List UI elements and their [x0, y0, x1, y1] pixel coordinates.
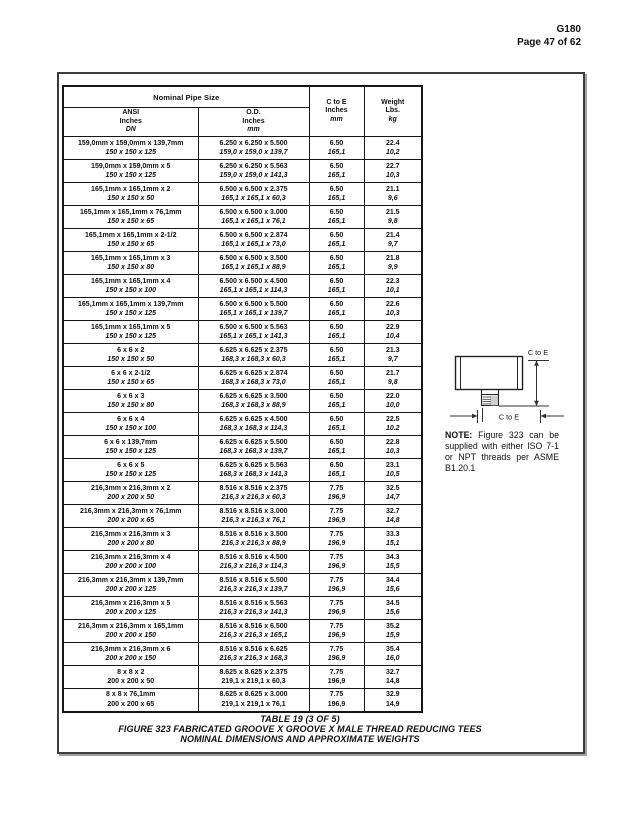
weight-cell: 21.8 9,9	[364, 252, 422, 275]
caption-subtitle: NOMINAL DIMENSIONS AND APPROXIMATE WEIGHTS	[180, 733, 420, 744]
weight-cell: 32.7 14,8	[364, 666, 422, 689]
weight-cell: 35.2 15,9	[364, 620, 422, 643]
note-prefix: NOTE:	[445, 430, 473, 440]
weight-cell: 22.7 10,3	[364, 160, 422, 183]
table-row	[63, 183, 422, 206]
ansi-size-cell: 8 x 8 x 2 200 x 200 x 50	[63, 666, 198, 689]
cte-cell: 7.75 196,9	[309, 505, 364, 528]
od-cell: 6.625 x 6.625 x 2.874 168,3 x 168,3 x 73,0	[198, 367, 309, 390]
column-header-weight: Weight Lbs. kg	[364, 86, 422, 137]
weight-cell: 21.3 9,7	[364, 344, 422, 367]
cte-cell: 6.50 165,1	[309, 367, 364, 390]
cte-cell: 7.75 196,9	[309, 597, 364, 620]
table-row	[63, 459, 422, 482]
table-row	[63, 505, 422, 528]
page-number: Page 47 of 62	[517, 36, 581, 48]
weight-cell: 21.5 9,8	[364, 206, 422, 229]
table-row	[63, 597, 422, 620]
cte-cell: 7.75 196,9	[309, 666, 364, 689]
cte-cell: 6.50 165,1	[309, 459, 364, 482]
od-cell: 6.500 x 6.500 x 5.500 165,1 x 165,1 x 139,7	[198, 298, 309, 321]
ansi-size-cell: 6 x 6 x 2-1/2 150 x 150 x 65	[63, 367, 198, 390]
cte-cell: 7.75 196,9	[309, 551, 364, 574]
cte-cell: 7.75 196,9	[309, 689, 364, 712]
ansi-size-cell: 216,3mm x 216,3mm x 76,1mm 200 x 200 x 65	[63, 505, 198, 528]
table-row	[63, 551, 422, 574]
od-cell: 6.500 x 6.500 x 2.874 165,1 x 165,1 x 73,0	[198, 229, 309, 252]
od-cell: 8.625 x 8.625 x 3.000 219,1 x 219,1 x 76,1	[198, 689, 309, 712]
ansi-size-cell: 6 x 6 x 3 150 x 150 x 80	[63, 390, 198, 413]
caption-figure-title: FIGURE 323 FABRICATED GROOVE X GROOVE X MALE THREAD REDUCING TEES	[118, 723, 482, 734]
weight-cell: 32.7 14,8	[364, 505, 422, 528]
cte-cell: 7.75 196,9	[309, 528, 364, 551]
weight-cell: 32.9 14,9	[364, 689, 422, 712]
weight-cell: 22.5 10.2	[364, 413, 422, 436]
ansi-size-cell: 165,1mm x 165,1mm x 3 150 x 150 x 80	[63, 252, 198, 275]
ansi-size-cell: 165,1mm x 165,1mm x 5 150 x 150 x 125	[63, 321, 198, 344]
ansi-size-cell: 8 x 8 x 76,1mm 200 x 200 x 65	[63, 689, 198, 712]
od-cell: 6.500 x 6.500 x 4.500 165,1 x 165,1 x 114,3	[198, 275, 309, 298]
ansi-size-cell: 165,1mm x 165,1mm x 4 150 x 150 x 100	[63, 275, 198, 298]
od-cell: 8.516 x 8.516 x 2.375 216,3 x 216,3 x 60,3	[198, 482, 309, 505]
note-text: Figure 323 can be supplied with either ISO 7-1 or NPT threads per ASME B1.20.1	[445, 430, 559, 473]
od-cell: 6.500 x 6.500 x 5.563 165,1 x 165,1 x 141,3	[198, 321, 309, 344]
od-cell: 8.516 x 8.516 x 5.563 216,3 x 216,3 x 141,3	[198, 597, 309, 620]
table-row	[63, 574, 422, 597]
ansi-size-cell: 216,3mm x 216,3mm x 165,1mm 200 x 200 x 150	[63, 620, 198, 643]
weight-cell: 21.1 9,6	[364, 183, 422, 206]
weight-cell: 33.3 15,1	[364, 528, 422, 551]
table-row	[63, 275, 422, 298]
ansi-size-cell: 165,1mm x 165,1mm x 139,7mm 150 x 150 x 125	[63, 298, 198, 321]
cte-cell: 6.50 165,1	[309, 298, 364, 321]
cte-cell: 6.50 165,1	[309, 206, 364, 229]
weight-cell: 22.4 10,2	[364, 137, 422, 160]
weight-cell: 34.5 15,6	[364, 597, 422, 620]
table-row	[63, 298, 422, 321]
table-row	[63, 344, 422, 367]
weight-cell: 34.4 15,6	[364, 574, 422, 597]
ansi-size-cell: 165,1mm x 165,1mm x 2 150 x 150 x 50	[63, 183, 198, 206]
weight-cell: 22.3 10,1	[364, 275, 422, 298]
table-row	[63, 160, 422, 183]
thread-shading	[491, 396, 499, 406]
ansi-size-cell: 216,3mm x 216,3mm x 5 200 x 200 x 125	[63, 597, 198, 620]
ansi-size-cell: 159,0mm x 159,0mm x 5 150 x 150 x 125	[63, 160, 198, 183]
ansi-size-cell: 165,1mm x 165,1mm x 76,1mm 150 x 150 x 65	[63, 206, 198, 229]
od-cell: 8.516 x 8.516 x 5.500 216,3 x 216,3 x 139,7	[198, 574, 309, 597]
weight-cell: 22.6 10,3	[364, 298, 422, 321]
dimensions-table	[62, 85, 423, 713]
weight-cell: 21.7 9,8	[364, 367, 422, 390]
cte-cell: 6.50 165,1	[309, 160, 364, 183]
weight-cell: 23.1 10,5	[364, 459, 422, 482]
cte-cell: 7.75 196,9	[309, 482, 364, 505]
weight-cell: 21.4 9,7	[364, 229, 422, 252]
column-header-ansi: ANSI Inches DN	[63, 108, 198, 137]
od-cell: 8.516 x 8.516 x 3.500 216,3 x 216,3 x 88,9	[198, 528, 309, 551]
ansi-size-cell: 216,3mm x 216,3mm x 4 200 x 200 x 100	[63, 551, 198, 574]
table-row	[63, 413, 422, 436]
od-cell: 6.500 x 6.500 x 3.000 165,1 x 165,1 x 76,1	[198, 206, 309, 229]
table-row	[63, 482, 422, 505]
ansi-size-cell: 216,3mm x 216,3mm x 2 200 x 200 x 50	[63, 482, 198, 505]
doc-code: G180	[556, 24, 581, 35]
weight-cell: 32.5 14,7	[364, 482, 422, 505]
ansi-size-cell: 159,0mm x 159,0mm x 139,7mm 150 x 150 x 125	[63, 137, 198, 160]
caption-table-number: TABLE 19 (3 OF 5)	[260, 714, 340, 724]
cte-cell: 6.50 165,1	[309, 229, 364, 252]
cte-cell: 6.50 165,1	[309, 413, 364, 436]
dim-label-vertical: C to E	[527, 348, 549, 357]
table-row	[63, 436, 422, 459]
od-cell: 8.516 x 8.516 x 3.000 216,3 x 216,3 x 76,1	[198, 505, 309, 528]
od-cell: 6.625 x 6.625 x 2.375 168,3 x 168,3 x 60,3	[198, 344, 309, 367]
od-cell: 6.250 x 6.250 x 5.563 159,0 x 159,0 x 141,3	[198, 160, 309, 183]
table-row	[63, 206, 422, 229]
table-row	[63, 643, 422, 666]
table-row	[63, 390, 422, 413]
dim-label-horizontal: C to E	[498, 412, 520, 422]
table-row	[63, 321, 422, 344]
table-row	[63, 528, 422, 551]
cte-cell: 6.50 165,1	[309, 137, 364, 160]
od-cell: 8.516 x 8.516 x 6.625 216,3 x 216,3 x 168,3	[198, 643, 309, 666]
od-cell: 8.516 x 8.516 x 6.500 216,3 x 216,3 x 165,1	[198, 620, 309, 643]
od-cell: 6.625 x 6.625 x 3.500 168,3 x 168,3 x 88,9	[198, 390, 309, 413]
table-row	[63, 137, 422, 160]
od-cell: 6.625 x 6.625 x 5.500 168,3 x 168,3 x 139,7	[198, 436, 309, 459]
weight-cell: 35.4 16,0	[364, 643, 422, 666]
ansi-size-cell: 6 x 6 x 5 150 x 150 x 125	[63, 459, 198, 482]
cte-cell: 7.75 196,9	[309, 620, 364, 643]
od-cell: 6.500 x 6.500 x 3.500 165,1 x 165,1 x 88,9	[198, 252, 309, 275]
cte-cell: 6.50 165,1	[309, 436, 364, 459]
tee-fitting-figure	[448, 346, 568, 426]
ansi-size-cell: 216,3mm x 216,3mm x 6 200 x 200 x 150	[63, 643, 198, 666]
column-group-header: Nominal Pipe Size	[63, 86, 309, 108]
cte-cell: 6.50 165,1	[309, 183, 364, 206]
doc-header	[517, 24, 581, 49]
table-row	[63, 689, 422, 712]
cte-cell: 7.75 196,9	[309, 574, 364, 597]
od-cell: 6.625 x 6.625 x 5.563 168,3 x 168,3 x 141,3	[198, 459, 309, 482]
thread-hatch	[483, 397, 492, 404]
table-row	[63, 367, 422, 390]
weight-cell: 34.3 15,5	[364, 551, 422, 574]
weight-cell: 22.9 10,4	[364, 321, 422, 344]
ansi-size-cell: 6 x 6 x 4 150 x 150 x 100	[63, 413, 198, 436]
cte-cell: 6.50 165,1	[309, 344, 364, 367]
weight-cell: 22.8 10,3	[364, 436, 422, 459]
column-header-cte: C to E Inches mm	[309, 86, 364, 137]
od-cell: 8.516 x 8.516 x 4.500 216,3 x 216,3 x 114,3	[198, 551, 309, 574]
header-row-group	[63, 86, 422, 108]
cte-cell: 6.50 165,1	[309, 321, 364, 344]
cte-cell: 6.50 165,1	[309, 390, 364, 413]
cte-cell: 6.50 165,1	[309, 275, 364, 298]
od-cell: 6.250 x 6.250 x 5.500 159,0 x 159,0 x 139,7	[198, 137, 309, 160]
ansi-size-cell: 216,3mm x 216,3mm x 139,7mm 200 x 200 x 125	[63, 574, 198, 597]
column-header-od: O.D. Inches mm	[198, 108, 309, 137]
ansi-size-cell: 6 x 6 x 139,7mm 150 x 150 x 125	[63, 436, 198, 459]
table-caption	[58, 715, 542, 744]
od-cell: 6.500 x 6.500 x 2.375 165,1 x 165,1 x 60,3	[198, 183, 309, 206]
ansi-size-cell: 6 x 6 x 2 150 x 150 x 50	[63, 344, 198, 367]
table-row	[63, 229, 422, 252]
od-cell: 6.625 x 6.625 x 4.500 168,3 x 168,3 x 114,3	[198, 413, 309, 436]
od-cell: 8.625 x 8.625 x 2.375 219,1 x 219,1 x 60,3	[198, 666, 309, 689]
table-row	[63, 666, 422, 689]
table-row	[63, 252, 422, 275]
cte-cell: 6.50 165,1	[309, 252, 364, 275]
tee-body-outline	[456, 357, 523, 390]
table-body	[63, 137, 422, 712]
weight-cell: 22.0 10,0	[364, 390, 422, 413]
ansi-size-cell: 165,1mm x 165,1mm x 2-1/2 150 x 150 x 65	[63, 229, 198, 252]
table-row	[63, 620, 422, 643]
cte-cell: 7.75 196,9	[309, 643, 364, 666]
figure-note	[445, 430, 559, 474]
ansi-size-cell: 216,3mm x 216,3mm x 3 200 x 200 x 80	[63, 528, 198, 551]
